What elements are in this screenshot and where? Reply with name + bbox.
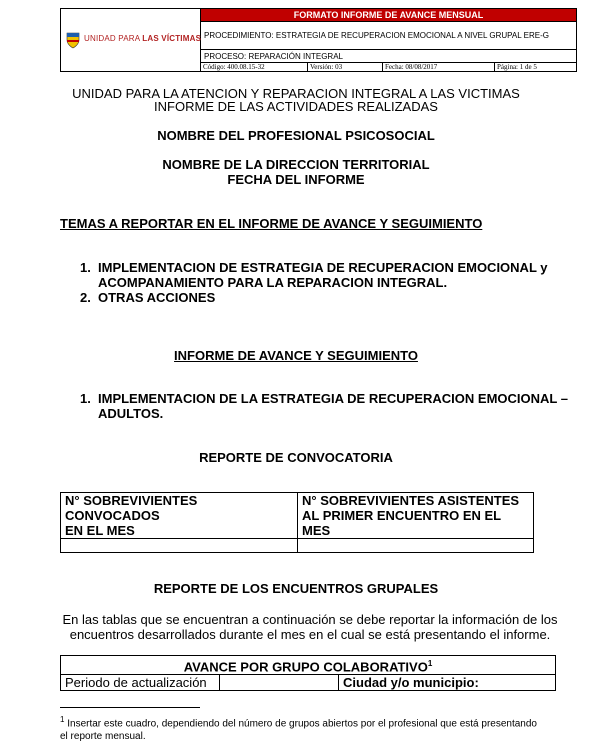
period-value-cell[interactable] [220, 675, 339, 691]
footnote: $^1$ Insertar este cuadro, dependiendo del número de grupos abiertos por el profesional que está presentando el reporte mensual. [60, 715, 537, 743]
title-line-2: INFORME DE LAS ACTIVIDADES REALIZADAS [154, 99, 438, 114]
progress-list [80, 391, 568, 421]
procedure-label: PROCEDIMIENTO: ESTRATEGIA DE RECUPERACION EMOCIONAL A NIVEL GRUPAL ERE-G [201, 22, 576, 50]
period-label: Periodo de actualización [61, 675, 220, 691]
list-item: 1. IMPLEMENTACION DE ESTRATEGIA DE RECUPERACION EMOCIONAL y ACOMPANAMIENTO PARA LA REPARACION INTEGRAL. [80, 260, 548, 290]
group-table-title: AVANCE POR GRUPO COLABORATIVO$^1$ [61, 656, 556, 675]
process-label: PROCESO: REPARACIÓN INTEGRAL [201, 50, 576, 63]
convocation-table [60, 492, 534, 553]
topics-heading: TEMAS A REPORTAR EN EL INFORME DE AVANCE Y SEGUIMIENTO [60, 216, 483, 231]
professional-name-heading: NOMBRE DEL PROFESIONAL PSICOSOCIAL [157, 128, 435, 143]
title-line-1: UNIDAD PARA LA ATENCION Y REPARACION INTEGRAL A LAS VICTIMAS [72, 86, 520, 101]
code-label: Código: 400.08.15-32 [201, 63, 308, 72]
table-row [61, 539, 534, 553]
table-cell[interactable] [298, 539, 534, 553]
doc-meta-row [201, 63, 576, 72]
table-header-cell: N° SOBREVIVIENTES ASISTENTES AL PRIMER ENCUENTRO EN EL MES [298, 493, 534, 539]
table-row [61, 656, 556, 675]
page-label: Página: 1 de 5 [497, 63, 537, 71]
table-row [61, 493, 534, 539]
table-row [61, 675, 556, 691]
direction-name-heading: NOMBRE DE LA DIRECCION TERRITORIAL [162, 157, 430, 172]
convocation-heading: REPORTE DE CONVOCATORIA [199, 450, 393, 465]
table-cell[interactable] [61, 539, 298, 553]
footnote-separator [60, 707, 200, 708]
date-label: Fecha: 08/08/2017 [383, 63, 495, 72]
meetings-paragraph: En las tablas que se encuentran a continuación se debe reportar la información de los encuentros desarrollados durante el mes en el cual se está presentando el informe. [62, 612, 558, 642]
format-title: FORMATO INFORME DE AVANCE MENSUAL [201, 9, 576, 22]
list-item: 1. IMPLEMENTACION DE LA ESTRATEGIA DE RECUPERACION EMOCIONAL – ADULTOS. [80, 391, 568, 421]
coat-of-arms-icon [66, 31, 80, 49]
logo-cell [61, 9, 201, 71]
meetings-heading: REPORTE DE LOS ENCUENTROS GRUPALES [153, 581, 439, 596]
progress-heading: INFORME DE AVANCE Y SEGUIMIENTO [174, 348, 418, 363]
group-progress-table [60, 655, 556, 691]
version-label: Versión: 03 [308, 63, 383, 72]
logo-text: UNIDAD PARA LAS VÍCTIMAS [84, 34, 202, 43]
document-header [60, 8, 577, 72]
topics-list [80, 260, 558, 305]
list-item: 2. OTRAS ACCIONES [80, 290, 216, 305]
report-date-heading: FECHA DEL INFORME [227, 172, 365, 187]
table-header-cell: N° SOBREVIVIENTES CONVOCADOS EN EL MES [61, 493, 298, 539]
city-label: Ciudad y/o municipio: [339, 675, 556, 691]
